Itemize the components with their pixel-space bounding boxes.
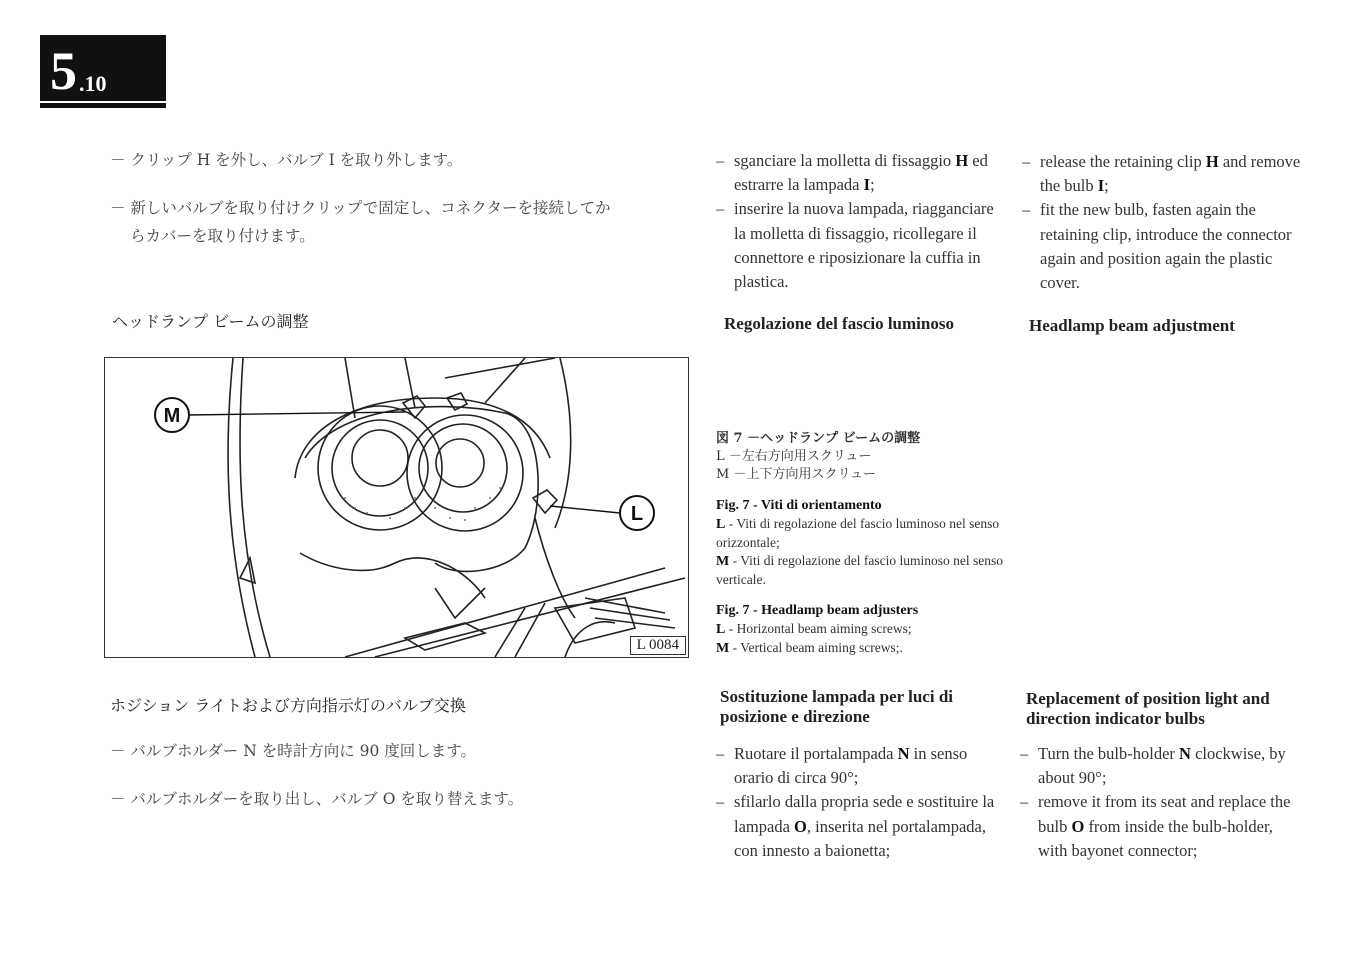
headlamp-drawing bbox=[105, 358, 688, 657]
en-heading-position: Replacement of position light and direction indicator bulbs bbox=[1026, 689, 1270, 728]
headlamp-figure bbox=[104, 357, 689, 658]
it-item-4: – sfilarlo dalla propria sede e sostituire la lampada O, inserita nel portalampada, con innesto a baionetta; bbox=[716, 792, 995, 860]
caption-en: Fig. 7 - Headlamp beam adjusters L - Horizontal beam aiming screws; M - Vertical beam aiming screws;. bbox=[716, 603, 919, 656]
en-item-2: – fit the new bulb, fasten again the retaining clip, introduce the connector again and position again the plastic cover. bbox=[1022, 200, 1292, 293]
section-number: 5 bbox=[50, 41, 77, 101]
it-item-3: – Ruotare il portalampada N in senso orario di circa 90°; bbox=[716, 744, 968, 788]
jp-item-3: － バルブホルダー N を時計方向に 90 度回します。 bbox=[110, 742, 477, 760]
jp-item-1: － クリップ H を外し、バルブ I を取り外します。 bbox=[110, 151, 463, 169]
it-heading-beam: Regolazione del fascio luminoso bbox=[724, 314, 954, 333]
caption-jp: 図 7 －ヘッドランプ ビームの調整 L －左右方向用スクリュー M －上下方向用スクリュー bbox=[716, 431, 921, 482]
it-item-1: – sganciare la molletta di fissaggio H ed estrarre la lampada I; bbox=[716, 151, 988, 195]
figure-captions bbox=[716, 430, 1006, 658]
jp-heading-position: ホジション ライトおよび方向指示灯のバルブ交換 bbox=[110, 696, 466, 715]
en-heading-beam: Headlamp beam adjustment bbox=[1029, 316, 1235, 335]
it-list-top bbox=[716, 149, 998, 294]
callout-m bbox=[155, 398, 405, 432]
it-heading-position: Sostituzione lampada per luci di posizione e direzione bbox=[720, 687, 953, 726]
en-item-1: – release the retaining clip H and remove the bulb I; bbox=[1022, 152, 1301, 196]
callout-l bbox=[550, 496, 654, 530]
section-subnumber: .10 bbox=[79, 71, 107, 96]
jp-item-2-line-1: － 新しいバルブを取り付けクリップで固定し、コネクターを接続してか bbox=[110, 199, 611, 217]
figure-code: L 0084 bbox=[630, 636, 686, 655]
section-badge bbox=[40, 35, 166, 101]
jp-item-2-line-2: らカバーを取り付けます。 bbox=[130, 227, 315, 245]
en-item-4: – remove it from its seat and replace the bulb O from inside the bulb-holder, with bayonet connector; bbox=[1020, 792, 1291, 860]
en-item-3: – Turn the bulb-holder N clockwise, by about 90°; bbox=[1020, 744, 1286, 788]
caption-it: Fig. 7 - Viti di orientamento L - Viti di regolazione del fascio luminoso nel senso orizzontale; M - Viti di regolazione del fascio luminoso nel senso verticale. bbox=[716, 498, 1003, 587]
en-list-bottom bbox=[1020, 742, 1302, 863]
jp-item-4: － バルブホルダーを取り出し、バルブ O を取り替えます。 bbox=[110, 790, 524, 808]
it-list-bottom bbox=[716, 742, 996, 863]
en-list-top bbox=[1022, 150, 1304, 295]
callout-m-label: M bbox=[163, 405, 181, 427]
jp-item-2 bbox=[110, 194, 710, 250]
section-rule bbox=[40, 103, 166, 108]
it-item-2: – inserire la nuova lampada, riagganciare la molletta di fissaggio, ricollegare il connettore e riposizionare la cuffia in plastica. bbox=[716, 199, 994, 292]
callout-l-label: L bbox=[630, 503, 644, 525]
jp-heading-beam: ヘッドランプ ビームの調整 bbox=[112, 312, 309, 331]
